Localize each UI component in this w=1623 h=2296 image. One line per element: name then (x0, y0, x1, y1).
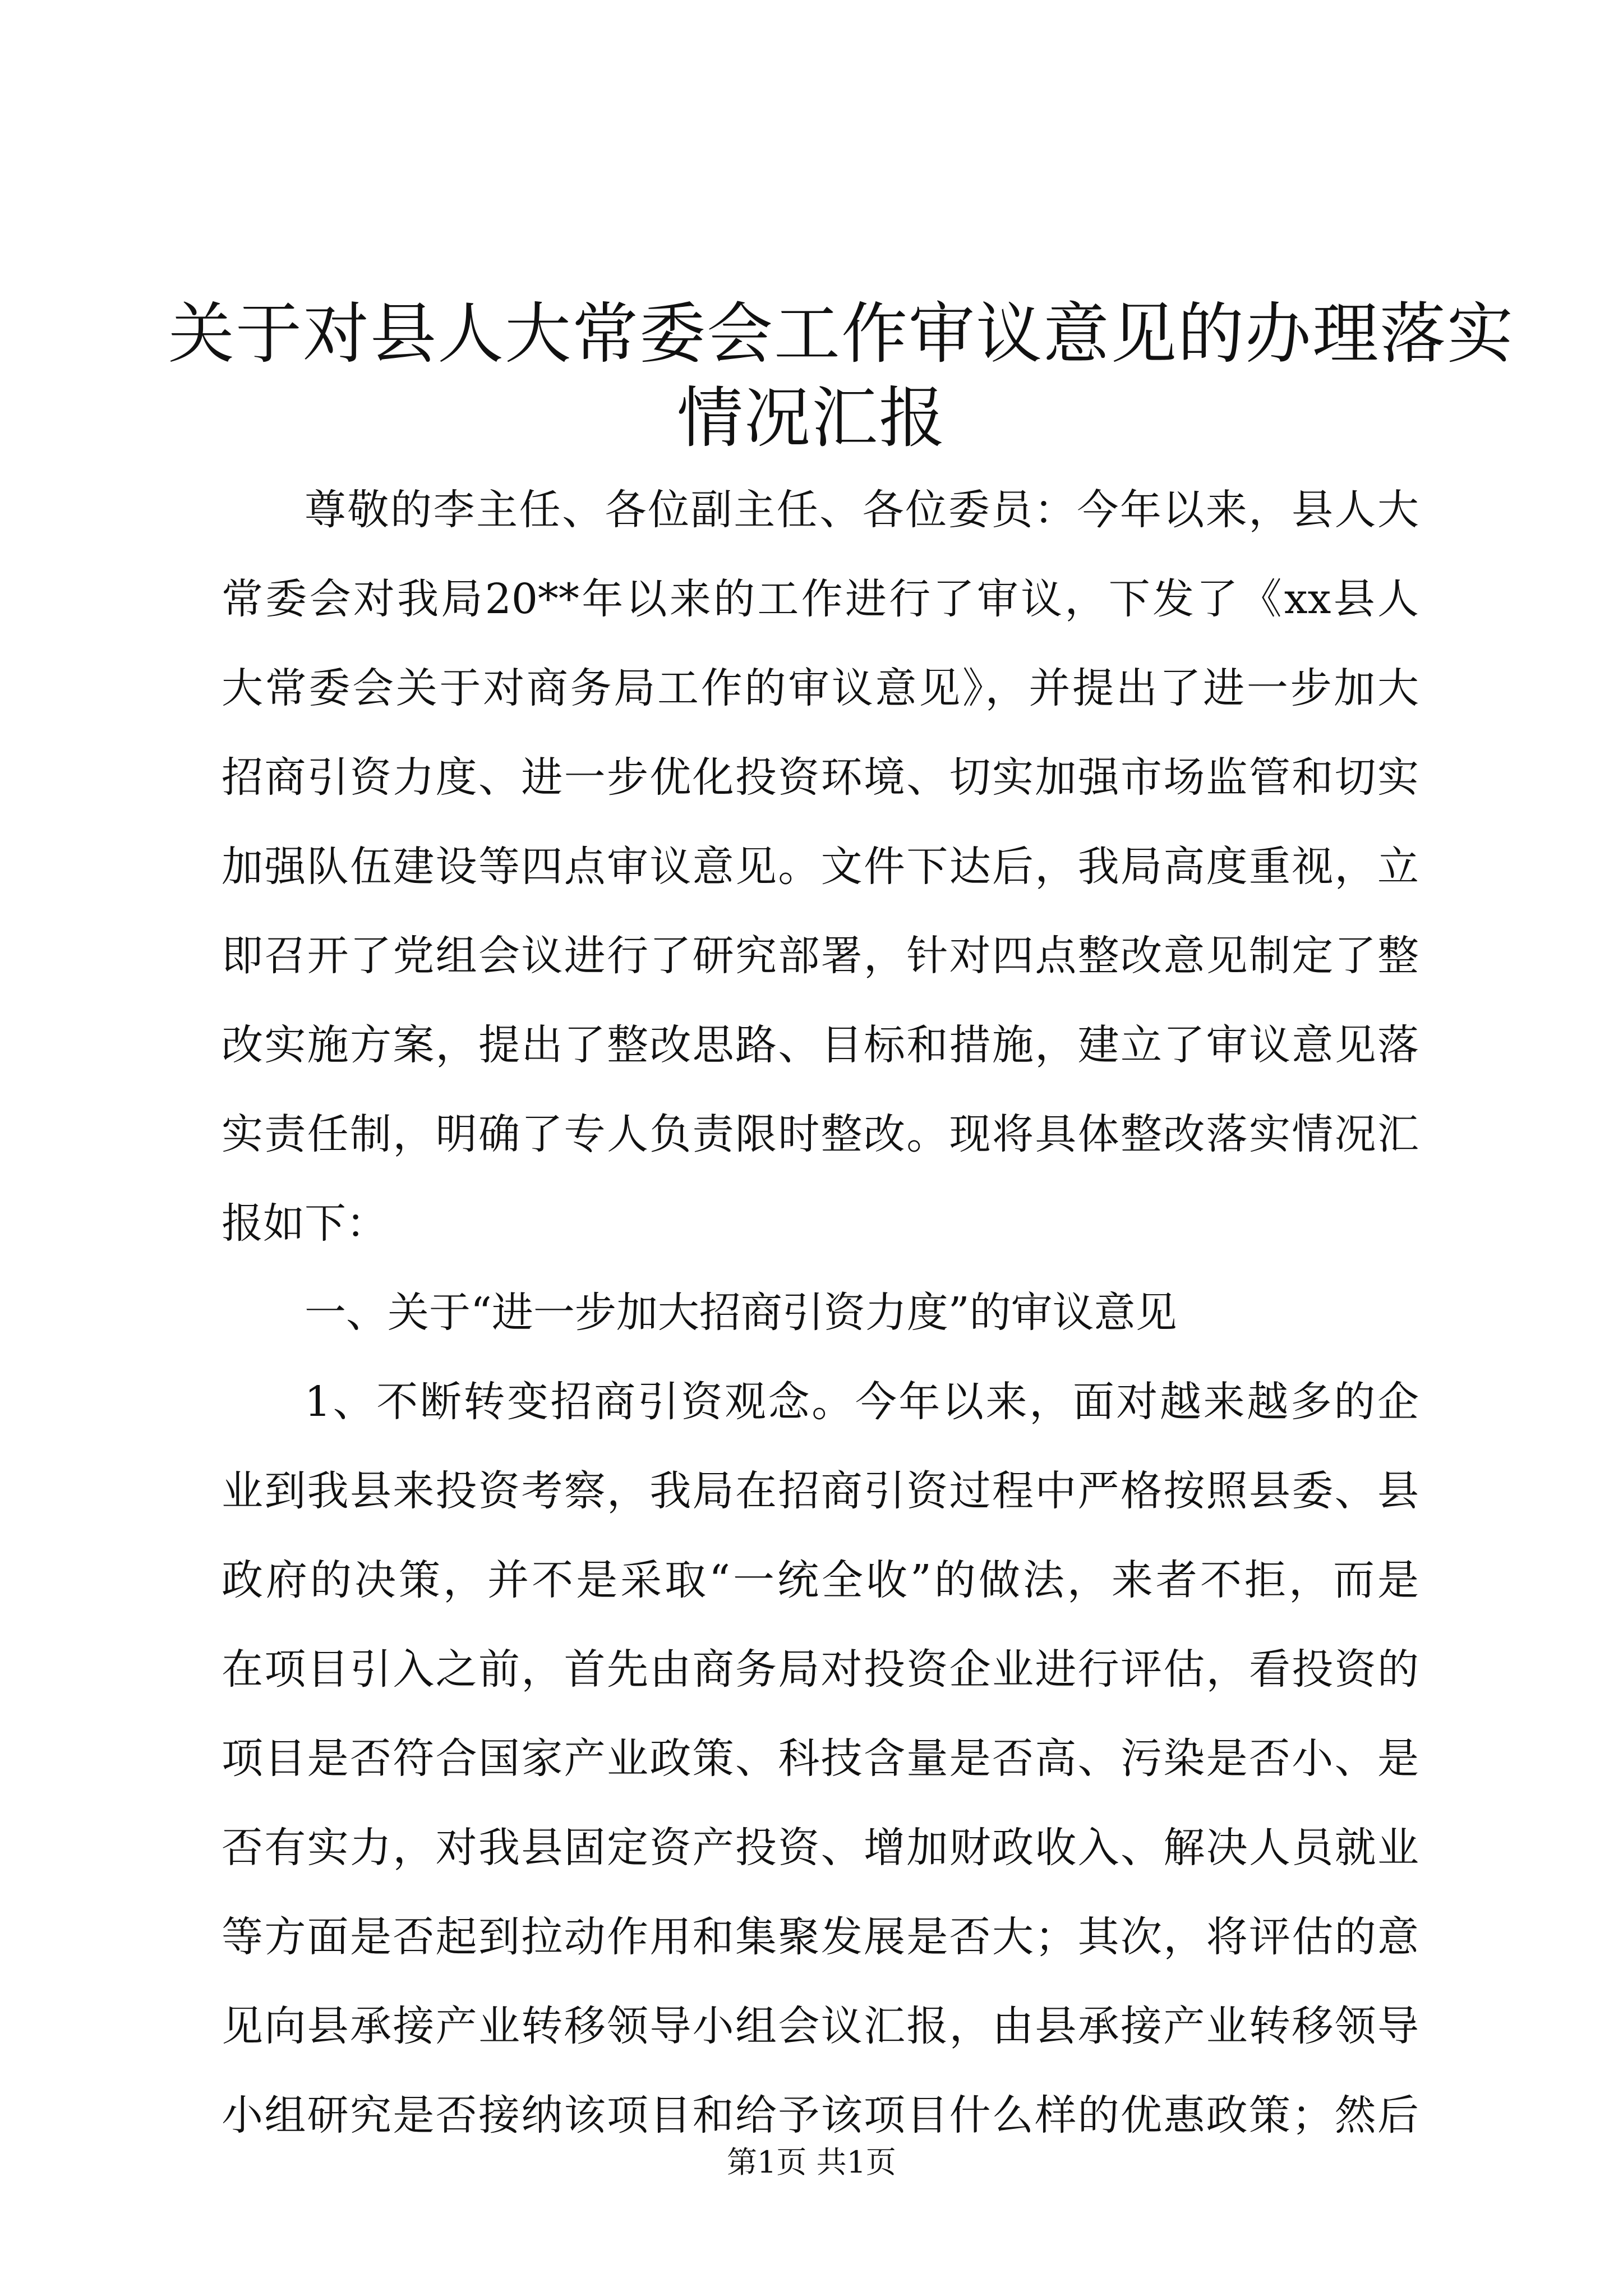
paragraph-line: 项目是否符合国家产业政策、科技含量是否高、污染是否小、是 (222, 1734, 1419, 1783)
paragraph-line: 常委会对我局20**年以来的工作进行了审议，下发了《xx县人 (222, 575, 1419, 623)
document-title-line-2: 情况汇报 (676, 379, 946, 457)
document-title-line-1: 关于对县人大常委会工作审议意见的办理落实 (168, 295, 1515, 372)
paragraph-line: 等方面是否起到拉动作用和集聚发展是否大；其次，将评估的意 (222, 1913, 1419, 1961)
page-footer: 第1页 共1页 (727, 2145, 896, 2180)
paragraph-line: 招商引资力度、进一步优化投资环境、切实加强市场监管和切实 (222, 753, 1419, 802)
paragraph-line: 业到我县来投资考察，我局在招商引资过程中严格按照县委、县 (222, 1467, 1419, 1515)
paragraph-line: 大常委会关于对商务局工作的审议意见》，并提出了进一步加大 (222, 664, 1419, 712)
section-heading: 一、关于“进一步加大招商引资力度”的审议意见 (305, 1289, 1177, 1337)
paragraph-line: 否有实力，对我县固定资产投资、增加财政收入、解决人员就业 (222, 1824, 1419, 1872)
paragraph-line: 政府的决策，并不是采取“一统全收”的做法，来者不拒，而是 (222, 1556, 1419, 1604)
paragraph-line: 改实施方案，提出了整改思路、目标和措施，建立了审议意见落 (222, 1021, 1419, 1069)
paragraph-line: 加强队伍建设等四点审议意见。文件下达后，我局高度重视，立 (222, 843, 1419, 891)
paragraph-line: 见向县承接产业转移领导小组会议汇报，由县承接产业转移领导 (222, 2002, 1419, 2050)
paragraph-line: 报如下： (222, 1199, 388, 1248)
paragraph-line: 1、不断转变招商引资观念。今年以来，面对越来越多的企 (305, 1378, 1419, 1426)
paragraph-line: 即召开了党组会议进行了研究部署，针对四点整改意见制定了整 (222, 932, 1419, 980)
paragraph-line: 实责任制，明确了专人负责限时整改。现将具体整改落实情况汇 (222, 1110, 1419, 1158)
paragraph-line: 小组研究是否接纳该项目和给予该项目什么样的优惠政策；然后 (222, 2091, 1419, 2139)
paragraph-line: 尊敬的李主任、各位副主任、各位委员：今年以来，县人大 (305, 486, 1419, 534)
paragraph-line: 在项目引入之前，首先由商务局对投资企业进行评估，看投资的 (222, 1645, 1419, 1694)
